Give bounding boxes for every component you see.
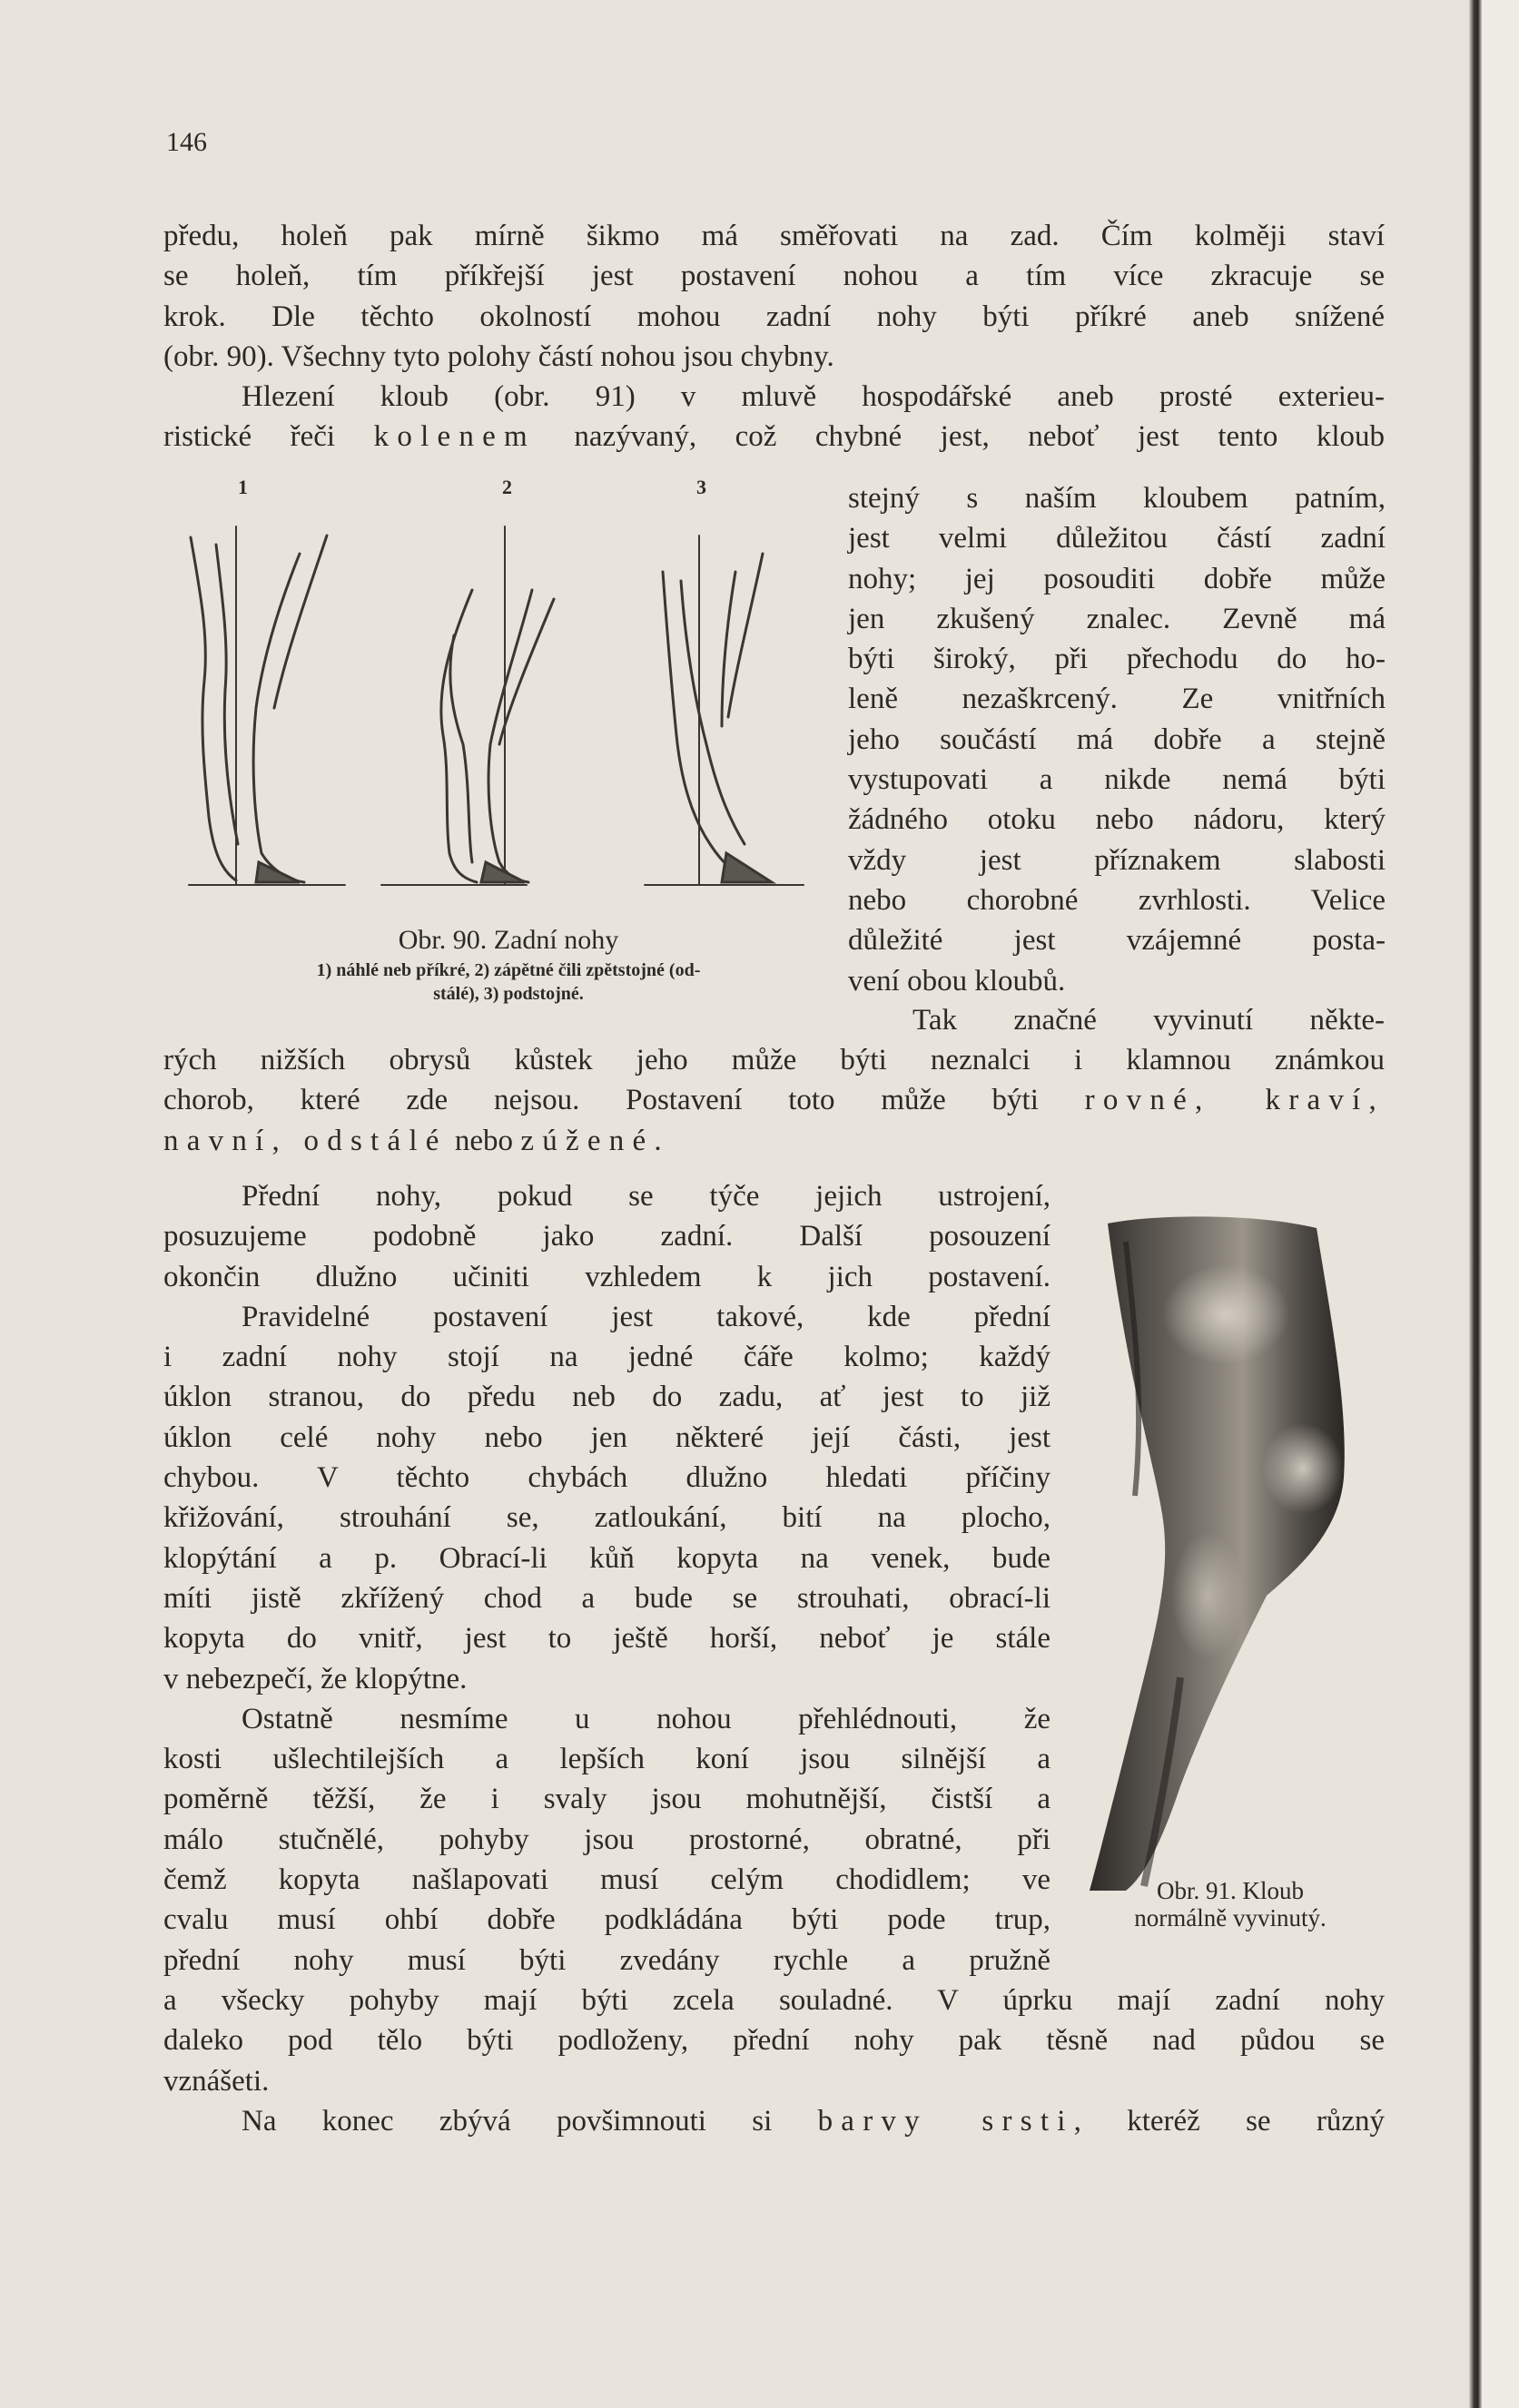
text-line: klopýtání a p. Obrací-li kůň kopyta na venek, bude <box>163 1541 1050 1575</box>
leg-3-drawing <box>645 536 804 885</box>
text-block-left-column <box>163 1176 1050 1980</box>
text-line: čemž kopyta našlapovati musí celým chodidlem; ve <box>163 1863 1050 1897</box>
text-line: Přední nohy, pokud se týče jejich ustrojení, <box>242 1180 1050 1213</box>
spaced-term: zúžené <box>520 1124 655 1157</box>
text-line: vení obou kloubů. <box>848 964 1066 998</box>
text-line: stejný s naším kloubem patním, <box>848 482 1386 515</box>
text-line: býti široký, při přechodu do ho- <box>848 643 1386 676</box>
text-line: a všecky pohyby mají býti zcela souladné. V úprku mají zadní nohy <box>163 1984 1385 2017</box>
subcaption-line: stálé), 3) podstojné. <box>433 984 584 1004</box>
text-line: míti jistě zkřížený chod a bude se strouhati, obrací-li <box>163 1581 1050 1615</box>
text-line: se holeň, tím příkřejší jest postavení nohou a tím více zkracuje se <box>163 260 1385 293</box>
hock-joint-photo <box>1071 1205 1380 1895</box>
text-line <box>163 1121 1385 1161</box>
text-line: daleko pod tělo býti podloženy, přední nohy pak těsně nad půdou se <box>163 2024 1385 2058</box>
text-block-bottom <box>163 1980 1385 2141</box>
text-line: v nebezpečí, že klopýtne. <box>163 1662 468 1695</box>
text-line: cvalu musí ohbí dobře podkládána býti pode trup, <box>163 1903 1050 1937</box>
text-line: jeho součástí má dobře a stejně <box>848 722 1386 756</box>
text-line: posuzujeme podobně jako zadní. Další posouzení <box>163 1220 1050 1253</box>
text-line: jest velmi důležitou částí zadní <box>848 522 1386 555</box>
figure-number-1: 1 <box>238 476 248 498</box>
text-block-right-column <box>848 478 1386 1001</box>
text-line <box>163 417 1385 457</box>
text-line: úklon stranou, do předu neb do zadu, ať jest to již <box>163 1381 1050 1414</box>
text-line: vždy jest příznakem slabosti <box>848 843 1386 877</box>
text-line: Pravidelné postavení jest takové, kde přední <box>242 1300 1050 1333</box>
page-margin-edge <box>1482 0 1519 2408</box>
text-line: kopyta do vnitř, jest to ještě horší, neboť je stále <box>163 1622 1050 1656</box>
text-line: Hlezení kloub (obr. 91) v mluvě hospodářské aneb prosté exterieu- <box>242 380 1385 414</box>
text-line: křižování, strouhání se, zatloukání, bití na plocho, <box>163 1501 1050 1535</box>
text-line <box>163 1080 1385 1120</box>
text-line: žádného otoku nebo nádoru, který <box>848 803 1386 837</box>
caption-line: Obr. 91. Kloub <box>1157 1877 1304 1904</box>
figure-number-3: 3 <box>696 476 706 498</box>
text-block-top <box>163 216 1385 457</box>
page-number: 146 <box>166 127 207 157</box>
text-run: chorob, které zde nejsou. Postavení toto může býti <box>163 1084 1085 1117</box>
text-line: (obr. 90). Všechny tyto polohy částí nohou jsou chybny. <box>163 339 834 373</box>
spaced-term: navní, odstálé <box>163 1124 448 1157</box>
text-run: nebo <box>447 1124 521 1157</box>
figure-number-2: 2 <box>502 476 512 498</box>
subcaption-line: 1) náhlé neb příkré, 2) zápětné čili zpětstojné (od- <box>316 960 701 980</box>
text-line: Ostatně nesmíme u nohou přehlédnouti, že <box>242 1702 1050 1735</box>
leg-2-drawing <box>381 526 554 885</box>
spaced-term: rovné, kraví, <box>1084 1084 1385 1117</box>
text-line: vystupovati a nikde nemá býti <box>848 763 1386 797</box>
text-line: poměrně těžší, že i svaly jsou mohutnější, čistší a <box>163 1783 1050 1816</box>
leg-1-drawing <box>189 526 345 885</box>
caption-line: normálně vyvinutý. <box>1134 1904 1327 1931</box>
page-gutter-shadow <box>1469 0 1482 2408</box>
text-run: ristické řeči <box>163 420 374 454</box>
text-line <box>163 2101 1385 2141</box>
text-line: okončin dlužno učiniti vzhledem k jich postavení. <box>163 1260 1050 1293</box>
text-line: vznášeti. <box>163 2064 270 2098</box>
text-line: nebo chorobné zvrhlosti. Velice <box>848 883 1386 917</box>
hind-legs-illustration <box>173 472 808 926</box>
spaced-term: barvy srsti <box>817 2104 1074 2138</box>
text-line-indented <box>912 1000 1385 1040</box>
text-line: předu, holeň pak mírně šikmo má směřovati na zad. Čím kolměji staví <box>163 220 1385 252</box>
text-line: rých nižších obrysů kůstek jeho může býti neznalci i klamnou známkou <box>163 1044 1385 1076</box>
text-line: leně nezaškrcený. Ze vnitřních <box>848 683 1386 716</box>
text-block-paragraph-3 <box>163 1040 1385 1161</box>
text-line: krok. Dle těchto okolností mohou zadní nohy býti příkré aneb snížené <box>163 300 1385 333</box>
text-line: Tak značné vyvinutí někte- <box>912 1004 1385 1037</box>
text-line: přední nohy musí býti zvedány rychle a pružně <box>163 1943 1050 1977</box>
text-run: nazývaný, což chybné jest, neboť jest tento kloub <box>535 420 1385 454</box>
text-run: , kteréž se různý <box>1073 2104 1386 2138</box>
text-line: málo stučnělé, pohyby jsou prostorné, obratné, při <box>163 1823 1050 1856</box>
text-run: . <box>654 1124 662 1157</box>
text-line: chybou. V těchto chybách dlužno hledati příčiny <box>163 1461 1050 1495</box>
text-line: kosti ušlechtilejších a lepších koní jsou silnější a <box>163 1743 1050 1776</box>
text-line: úklon celé nohy nebo jen některé její části, jest <box>163 1420 1050 1454</box>
figure-90-caption: Obr. 90. Zadní nohy <box>398 925 619 955</box>
figure-91-caption <box>1067 1877 1394 1931</box>
figure-90-subcaption <box>182 958 835 1006</box>
spaced-term: kolenem <box>373 420 536 454</box>
text-line: nohy; jej posouditi dobře může <box>848 562 1386 595</box>
text-line: jen zkušený znalec. Zevně má <box>848 602 1386 635</box>
text-run: Na konec zbývá povšimnouti si <box>242 2104 818 2138</box>
text-line: i zadní nohy stojí na jedné čáře kolmo; každý <box>163 1341 1050 1374</box>
text-line: důležité jest vzájemné posta- <box>848 924 1386 958</box>
